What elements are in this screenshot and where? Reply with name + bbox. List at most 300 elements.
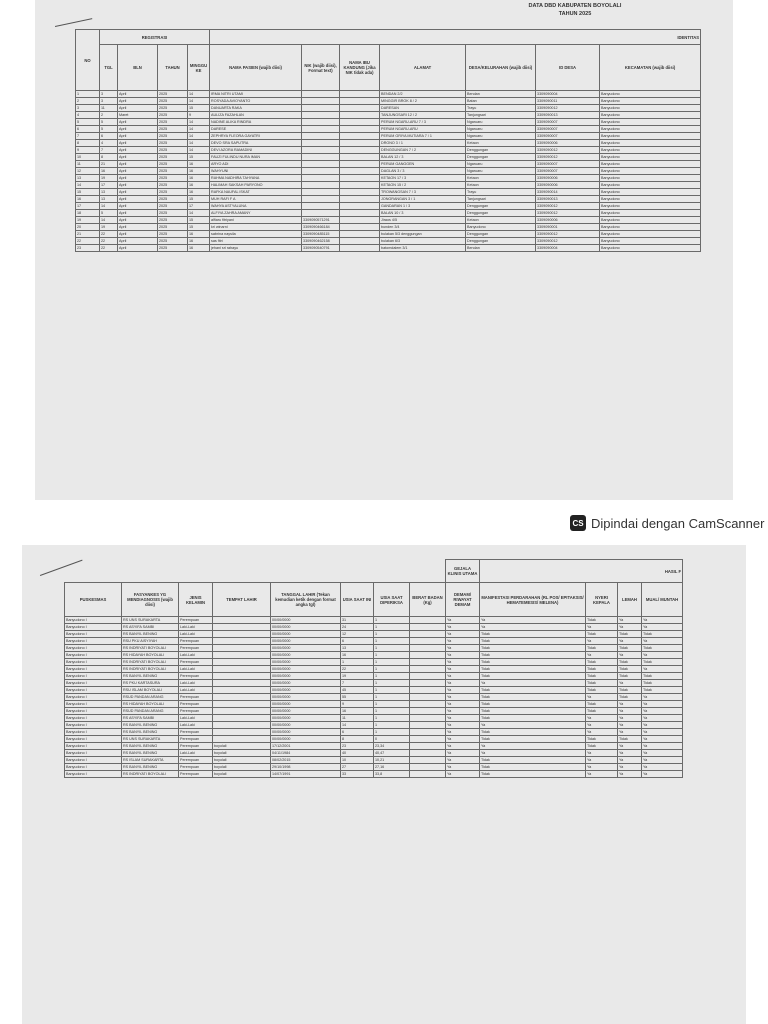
table-cell (410, 764, 446, 771)
table-cell: Ya (586, 722, 618, 729)
table-cell: 15 (188, 105, 210, 112)
table-cell (340, 182, 380, 189)
table-cell: FAUZI FULINDU NURA IMAN (210, 154, 302, 161)
table-cell: 22 (100, 238, 118, 245)
header-tahun: TAHUN (158, 45, 188, 91)
table-cell: 11 (341, 715, 374, 722)
table-cell: RS BANYIL BENING (122, 743, 179, 750)
table-cell: Ya (586, 638, 618, 645)
table-cell: sabrina naysila (210, 231, 302, 238)
table-cell (340, 245, 380, 252)
table-row (65, 638, 683, 645)
table-cell: Tidak (480, 652, 586, 659)
table-cell: Ya (446, 631, 480, 638)
table-cell (410, 701, 446, 708)
table-cell: April (118, 119, 158, 126)
table-cell (410, 687, 446, 694)
table-cell: RS BANYIL BENING (122, 764, 179, 771)
table-cell: 15 (188, 196, 210, 203)
table-cell: 2025 (158, 119, 188, 126)
table-cell: April (118, 147, 158, 154)
table-cell: 10,21 (374, 757, 410, 764)
table-cell: Ngaruaru (466, 126, 536, 133)
table-cell: 2025 (158, 168, 188, 175)
table-cell: Ketaon (466, 217, 536, 224)
table-cell: 00/00/0000 (271, 666, 341, 673)
table-cell: 3309090013 (536, 196, 600, 203)
table-cell (340, 231, 380, 238)
table-cell: Perempuan (179, 708, 213, 715)
table-cell: 3 (100, 98, 118, 105)
table-cell: KETAON 15 / 2 (380, 182, 466, 189)
table-cell (302, 147, 340, 154)
table-cell: Banyudono I (65, 666, 122, 673)
table-cell: 2025 (158, 238, 188, 245)
table-cell: GANDARAN 1 / 3 (380, 203, 466, 210)
table-cell (410, 750, 446, 757)
table-row (76, 182, 701, 189)
table-cell: Tidak (480, 757, 586, 764)
table-cell (410, 624, 446, 631)
table-row (65, 659, 683, 666)
table-cell: Batan (466, 98, 536, 105)
table-cell: Tidak (480, 659, 586, 666)
table-row (65, 680, 683, 687)
table-cell: Tidak (586, 701, 618, 708)
table-cell: 7 (341, 680, 374, 687)
table-cell: PERUM GANGGEN (380, 161, 466, 168)
table-cell: Ya (586, 729, 618, 736)
paper-edge-line (55, 18, 92, 26)
table-cell: Laki-Laki (179, 750, 213, 757)
table-cell: batomdalem 3/1 (380, 245, 466, 252)
table-cell: Ya (642, 764, 683, 771)
table-cell: 14 (341, 722, 374, 729)
table-cell: 14 (188, 147, 210, 154)
table-cell: 24 (341, 624, 374, 631)
table-cell: Tidak (618, 673, 642, 680)
table-cell: Ya (618, 652, 642, 659)
table-cell: 3309090012 (536, 147, 600, 154)
table-cell: 22 (100, 231, 118, 238)
table-cell: 3309090012 (536, 105, 600, 112)
table-cell (410, 722, 446, 729)
table-cell (213, 715, 271, 722)
table-cell: TROWANGSAN 7 / 3 (380, 189, 466, 196)
table-cell: Tidak (586, 708, 618, 715)
header-tempat-lahir: TEMPAT LAHIR (213, 583, 271, 617)
table-cell (410, 680, 446, 687)
table-cell: April (118, 154, 158, 161)
table-cell: 1 (374, 659, 410, 666)
table-cell: Tidak (618, 687, 642, 694)
table-cell: Banyudono I (65, 624, 122, 631)
table-cell: Banyudono (600, 140, 701, 147)
table-cell: 00/00/0000 (271, 645, 341, 652)
table-cell (213, 617, 271, 624)
table-cell (213, 624, 271, 631)
table-row (65, 701, 683, 708)
table-cell (213, 631, 271, 638)
table-cell (213, 638, 271, 645)
table-cell: 3309090007 (536, 168, 600, 175)
header-jenis-kelamin: JENIS KELAMIN (179, 583, 213, 617)
table-cell: Ya (586, 750, 618, 757)
table-cell: 2025 (158, 91, 188, 98)
table-cell: 22 (100, 245, 118, 252)
table-row (76, 126, 701, 133)
table-cell: RS INDRIYATI BOYOLALI (122, 659, 179, 666)
table-cell: PERUM NGARU-ARU 7 / 3 (380, 119, 466, 126)
table-cell: Banyudono (600, 231, 701, 238)
group-identitas: IDENTITAS (210, 30, 701, 45)
table-cell: RAHMA NADHIRA TAHYANA (210, 175, 302, 182)
group-hasil: HASIL F (480, 560, 683, 583)
table-row (65, 631, 683, 638)
table-cell: 2 (100, 112, 118, 119)
table-cell: 14 (188, 119, 210, 126)
table-cell (302, 182, 340, 189)
table-cell: sas fitri (210, 238, 302, 245)
table-cell: 3309090485115 (302, 231, 340, 238)
table-cell: Ya (586, 715, 618, 722)
table-cell: 1 (374, 715, 410, 722)
table-cell: Banyudono I (65, 729, 122, 736)
table-cell: RS BANYIL BENING (122, 750, 179, 757)
table-cell: 17 (188, 203, 210, 210)
table-cell: Laki-Laki (179, 722, 213, 729)
table-cell: 10 (76, 154, 100, 161)
table-cell: RS INDRIYATI BOYOLALI (122, 771, 179, 778)
table-cell: April (118, 140, 158, 147)
table-cell: 3309090007 (536, 119, 600, 126)
table-cell: Laki-Laki (179, 680, 213, 687)
table-cell: 3309090007 (536, 126, 600, 133)
table-cell: Ya (446, 617, 480, 624)
table-cell: Ya (642, 736, 683, 743)
table-cell: RS BANYIL BENING (122, 631, 179, 638)
table-cell: RS ISLAM SURAKARTA (122, 757, 179, 764)
table-cell: 40,47 (374, 750, 410, 757)
table-cell: BALAN 12 / 3 (380, 154, 466, 161)
table-cell (410, 736, 446, 743)
table-cell: 33 (341, 771, 374, 778)
table-cell: Ya (642, 624, 683, 631)
table-cell: 8 (341, 736, 374, 743)
table-cell: Ngaruaru (466, 133, 536, 140)
table-cell: 1 (374, 722, 410, 729)
table-row (65, 715, 683, 722)
table-cell: 29/10/1998 (271, 764, 341, 771)
table-cell: Tidak (586, 743, 618, 750)
clinical-rows (65, 617, 683, 778)
table-cell: Ya (618, 729, 642, 736)
table-cell: WAHYA ASTYALUNA (210, 203, 302, 210)
header-manifestasi: MANIFESTASI PERDARAHAN (RL POS/ EPITAKSIS/ HEMATEMESIS/ MELENA) (480, 583, 586, 617)
table-cell: 00/00/0000 (271, 617, 341, 624)
table-row (76, 112, 701, 119)
table-cell: 5 (100, 210, 118, 217)
table-cell: 00/00/0000 (271, 652, 341, 659)
table-cell (410, 757, 446, 764)
table-cell: Ya (480, 624, 586, 631)
table-cell: 4 (100, 140, 118, 147)
table-cell: 3309090006 (536, 217, 600, 224)
table-row (65, 708, 683, 715)
table-cell: 00/00/0000 (271, 736, 341, 743)
table-cell: 2025 (158, 105, 188, 112)
table-cell: 3309090011 (536, 98, 600, 105)
table-cell: 8 (100, 154, 118, 161)
table-row (76, 238, 701, 245)
table-cell: 1 (374, 701, 410, 708)
table-cell: RAFKA NAUFAL ISKAT (210, 189, 302, 196)
table-cell: Tidak (480, 631, 586, 638)
table-cell: 3309090013 (536, 112, 600, 119)
table-cell: 00/00/0000 (271, 708, 341, 715)
table-cell: Banyudono I (65, 652, 122, 659)
camscanner-text: Dipindai dengan CamScanner (591, 515, 765, 531)
table-cell: Tidak (480, 694, 586, 701)
table-cell (213, 666, 271, 673)
table-cell (302, 210, 340, 217)
table-cell: 5 (100, 126, 118, 133)
table-cell: 3309090004 (536, 245, 600, 252)
table-cell: Tidak (586, 680, 618, 687)
table-cell: Tidak (642, 659, 683, 666)
table-cell: KETAON 17 / 3 (380, 175, 466, 182)
table-cell: 00/00/0000 (271, 694, 341, 701)
table-cell (340, 112, 380, 119)
table-cell: 11 (100, 105, 118, 112)
table-cell: Perempuan (179, 617, 213, 624)
table-cell: 14/07/1991 (271, 771, 341, 778)
table-cell: Perempuan (179, 736, 213, 743)
table-cell: Perempuan (179, 659, 213, 666)
table-cell: 2025 (158, 154, 188, 161)
table-cell (302, 189, 340, 196)
table-cell: RS UNS SURAKARTA (122, 617, 179, 624)
table-cell: 21 (76, 231, 100, 238)
table-cell: Banyudono (600, 119, 701, 126)
table-cell: bulakan 6/3 (380, 238, 466, 245)
table-cell: Tidak (480, 701, 586, 708)
table-cell (340, 98, 380, 105)
table-row (76, 175, 701, 182)
table-cell: Perempuan (179, 645, 213, 652)
table-cell: 00/00/0000 (271, 680, 341, 687)
table-cell: 0 (374, 736, 410, 743)
table-cell: Tidak (586, 659, 618, 666)
table-cell (213, 659, 271, 666)
table-cell: Banyudono (600, 147, 701, 154)
table-cell: 6 (341, 638, 374, 645)
table-cell: Ya (446, 652, 480, 659)
table-cell: 8 (76, 140, 100, 147)
header-berat-badan: BERAT BADAN (Kg) (410, 583, 446, 617)
table-cell (302, 126, 340, 133)
table-row (76, 168, 701, 175)
table-cell: Banyudono (466, 224, 536, 231)
table-cell: 2025 (158, 210, 188, 217)
table-cell: Ya (446, 701, 480, 708)
table-row (65, 722, 683, 729)
table-cell: Banyudono I (65, 743, 122, 750)
header-bln: BLN (118, 45, 158, 91)
table-cell: 2025 (158, 112, 188, 119)
table-cell: Ya (446, 638, 480, 645)
table-row (76, 133, 701, 140)
table-row (76, 98, 701, 105)
table-cell: Banyudono (600, 196, 701, 203)
table-cell (410, 617, 446, 624)
table-cell: Tidak (586, 645, 618, 652)
table-cell: 3309090001 (536, 224, 600, 231)
table-row (76, 217, 701, 224)
table-cell: Banyudono (600, 105, 701, 112)
table-cell: 00/00/0000 (271, 687, 341, 694)
table-cell: Ya (618, 750, 642, 757)
table-cell: 15 (76, 189, 100, 196)
table-row (76, 245, 701, 252)
table-cell (410, 631, 446, 638)
table-cell: April (118, 189, 158, 196)
table-cell: Ya (618, 715, 642, 722)
table-cell: DARESE (210, 126, 302, 133)
table-cell: boyolali (213, 743, 271, 750)
table-cell (410, 638, 446, 645)
table-row (65, 736, 683, 743)
table-cell: 3309090462158 (302, 238, 340, 245)
table-cell (340, 196, 380, 203)
table-cell (340, 203, 380, 210)
table-cell: 1 (374, 652, 410, 659)
header-demam: DEMAM/ RIWAYAT DEMAM (446, 583, 480, 617)
table-cell: Tidak (480, 715, 586, 722)
table-cell: 16 (100, 168, 118, 175)
table-cell: Banyudono (600, 224, 701, 231)
table-cell: jehani sri rahayu (210, 245, 302, 252)
table-cell: Tidak (586, 736, 618, 743)
table-cell: 3309090012 (536, 238, 600, 245)
registration-table (75, 29, 701, 252)
table-cell: Tidak (586, 666, 618, 673)
table-cell: Ya (642, 666, 683, 673)
report-year: TAHUN 2025 (558, 11, 592, 17)
table-cell: Perempuan (179, 638, 213, 645)
table-cell: 00/00/0000 (271, 631, 341, 638)
table-cell (340, 238, 380, 245)
table-cell: Ya (586, 652, 618, 659)
table-cell: Banyudono I (65, 694, 122, 701)
table-cell (340, 105, 380, 112)
table-cell: RS ASYIFA SAMBI (122, 715, 179, 722)
table-cell: Ya (446, 736, 480, 743)
table-row (65, 771, 683, 778)
table-cell: 11 (76, 161, 100, 168)
table-cell: Tidak (480, 673, 586, 680)
table-cell: Banyudono I (65, 736, 122, 743)
table-cell: Ya (446, 680, 480, 687)
table-cell: Tidak (480, 645, 586, 652)
table-cell: BALAN 10 / 3 (380, 210, 466, 217)
table-cell: Banyudono I (65, 715, 122, 722)
table-cell: Ya (446, 687, 480, 694)
table-row (76, 203, 701, 210)
table-cell: 2025 (158, 126, 188, 133)
group-registrasi: REGISTRASI (100, 30, 210, 45)
table-cell (410, 771, 446, 778)
table-cell: 1 (374, 708, 410, 715)
table-cell: Ya (586, 771, 618, 778)
table-cell: Tidak (480, 687, 586, 694)
table-cell: RSUD PANDAN ARANG (122, 708, 179, 715)
table-row (65, 687, 683, 694)
table-cell: Ya (446, 764, 480, 771)
table-cell: 31 (341, 617, 374, 624)
table-cell: 3309090466184 (302, 224, 340, 231)
table-cell (340, 224, 380, 231)
table-cell: 2025 (158, 224, 188, 231)
table-cell: Perempuan (179, 743, 213, 750)
table-cell: Denggungan (466, 210, 536, 217)
table-cell: ALFIYA ZAHRA AMANY (210, 210, 302, 217)
header-kecamatan: KECAMATAN (wajib diisi) (600, 45, 701, 91)
table-row (76, 224, 701, 231)
table-row (76, 119, 701, 126)
table-cell: Tidak (642, 631, 683, 638)
table-cell: 55 (341, 694, 374, 701)
table-cell (410, 715, 446, 722)
table-cell (340, 175, 380, 182)
table-cell: HALIMAH SAKSAH PARYONO (210, 182, 302, 189)
header-tanggal-lahir: TANGGAL LAHIR (Tekan kemudian ketik dengan format angka tgl) (271, 583, 341, 617)
table-cell: Banyudono I (65, 708, 122, 715)
table-cell: bunden 3/4 (380, 224, 466, 231)
table-cell: Banyudono (600, 189, 701, 196)
table-cell: 2025 (158, 133, 188, 140)
group-gejala: GEJALA KLINIS UTAMA (446, 560, 480, 583)
table-cell (213, 645, 271, 652)
table-cell: 18 (76, 210, 100, 217)
table-cell: DEVO SRA SAPUTRA (210, 140, 302, 147)
table-cell: Banyudono I (65, 631, 122, 638)
table-cell: Banyudono (600, 126, 701, 133)
table-cell: 1 (76, 91, 100, 98)
header-usia-diperiksa: USIA SAAT DIPERIKSA (374, 583, 410, 617)
table-cell (213, 680, 271, 687)
table-cell: RS PKU KARTASURA (122, 680, 179, 687)
table-cell: TANJUNGSARI 12 / 2 (380, 112, 466, 119)
table-cell: 22 (341, 666, 374, 673)
table-cell: Tidak (586, 673, 618, 680)
table-cell: 1 (374, 729, 410, 736)
table-cell (410, 694, 446, 701)
table-cell: WAHYUNI (210, 168, 302, 175)
table-cell: Bendan (466, 245, 536, 252)
table-cell: Ya (618, 771, 642, 778)
table-cell: 5 (100, 119, 118, 126)
table-cell: Banyudono (600, 112, 701, 119)
table-cell: 3309090012 (536, 203, 600, 210)
table-cell: Ngaruaru (466, 119, 536, 126)
table-cell: 20 (76, 224, 100, 231)
table-cell: Ya (642, 652, 683, 659)
table-cell: 16 (76, 196, 100, 203)
table-row (65, 750, 683, 757)
table-cell: 19 (100, 175, 118, 182)
table-cell: 2025 (158, 161, 188, 168)
